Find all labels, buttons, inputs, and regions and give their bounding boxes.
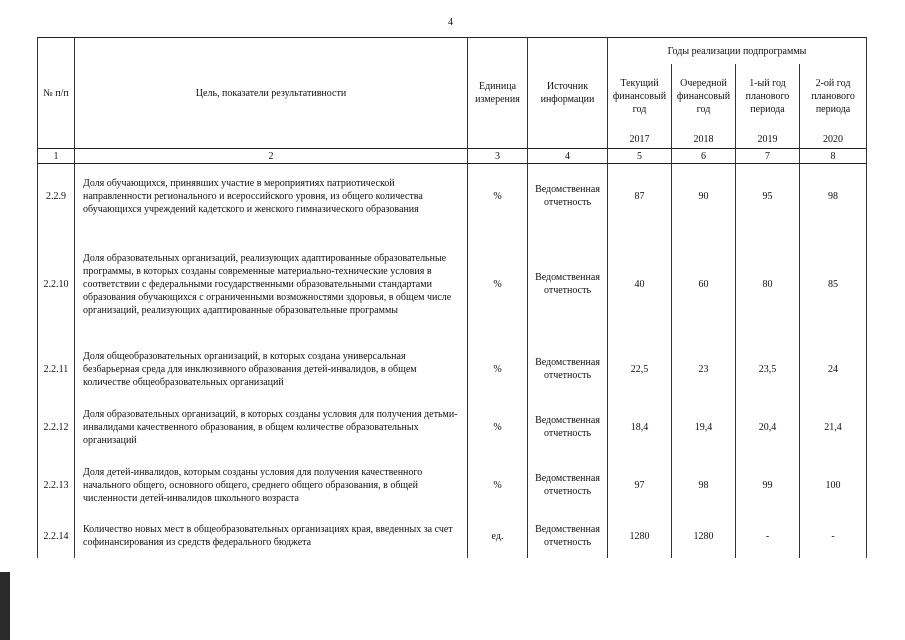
value-2017: 87 xyxy=(608,164,672,229)
column-number: 4 xyxy=(528,149,608,164)
value-2018: 98 xyxy=(672,456,736,514)
column-number: 3 xyxy=(468,149,528,164)
value-2019: 95 xyxy=(736,164,800,229)
unit-cell: % xyxy=(468,228,528,340)
value-2017: 40 xyxy=(608,228,672,340)
column-number-row xyxy=(38,149,867,164)
scan-edge-stripe xyxy=(0,572,10,640)
header-current-year: Текущий финансовый год xyxy=(608,64,672,128)
unit-cell: % xyxy=(468,456,528,514)
header-next-year: Очередной финансовый год xyxy=(672,64,736,128)
value-2020: - xyxy=(800,514,867,558)
table-row xyxy=(38,228,867,340)
row-number: 2.2.14 xyxy=(38,514,75,558)
value-2019: 99 xyxy=(736,456,800,514)
value-2018: 90 xyxy=(672,164,736,229)
indicators-table xyxy=(37,37,867,558)
value-2019: - xyxy=(736,514,800,558)
row-number: 2.2.10 xyxy=(38,228,75,340)
value-2020: 24 xyxy=(800,340,867,398)
indicator-text: Доля образовательных организаций, в которых созданы условия для получения детьми-инвалидами качественного образования, в общем количестве образовательных организаций xyxy=(75,398,468,456)
source-cell: Ведомственная отчетность xyxy=(528,164,608,229)
value-2020: 21,4 xyxy=(800,398,867,456)
value-2018: 60 xyxy=(672,228,736,340)
indicator-text: Доля обучающихся, принявших участие в мероприятиях патриотической направленности регионального и всероссийского уровня, из общего количества обучающихся учреждений кадетского и женского гимназического образования xyxy=(75,164,468,229)
table-row xyxy=(38,398,867,456)
header-plan-year-1: 1-ый год планового периода xyxy=(736,64,800,128)
header-plan-year-2: 2-ой год планового периода xyxy=(800,64,867,128)
table-row xyxy=(38,340,867,398)
header-unit: Единица измерения xyxy=(468,38,528,149)
header-goal: Цель, показатели результативности xyxy=(75,38,468,149)
value-2020: 85 xyxy=(800,228,867,340)
column-number: 5 xyxy=(608,149,672,164)
value-2020: 100 xyxy=(800,456,867,514)
unit-cell: % xyxy=(468,340,528,398)
value-2017: 97 xyxy=(608,456,672,514)
header-year-2019: 2019 xyxy=(736,128,800,149)
unit-cell: % xyxy=(468,398,528,456)
value-2018: 23 xyxy=(672,340,736,398)
source-cell: Ведомственная отчетность xyxy=(528,514,608,558)
page-number: 4 xyxy=(448,17,453,28)
row-number: 2.2.9 xyxy=(38,164,75,229)
column-number: 6 xyxy=(672,149,736,164)
value-2017: 1280 xyxy=(608,514,672,558)
indicator-text: Количество новых мест в общеобразовательных организациях края, введенных за счет софинансирования из средств федерального бюджета xyxy=(75,514,468,558)
header-year-2018: 2018 xyxy=(672,128,736,149)
column-number: 7 xyxy=(736,149,800,164)
indicator-text: Доля детей-инвалидов, которым созданы условия для получения качественного начального общего, основного общего, среднего общего образования, в общей численности детей-инвалидов школьного возраста xyxy=(75,456,468,514)
column-number: 2 xyxy=(75,149,468,164)
table-row xyxy=(38,514,867,558)
header-num: № п/п xyxy=(38,38,75,149)
header-year-2020: 2020 xyxy=(800,128,867,149)
unit-cell: ед. xyxy=(468,514,528,558)
value-2019: 80 xyxy=(736,228,800,340)
source-cell: Ведомственная отчетность xyxy=(528,456,608,514)
header-source: Источник информации xyxy=(528,38,608,149)
value-2020: 98 xyxy=(800,164,867,229)
header-row-top xyxy=(38,38,867,65)
value-2019: 20,4 xyxy=(736,398,800,456)
source-cell: Ведомственная отчетность xyxy=(528,340,608,398)
value-2019: 23,5 xyxy=(736,340,800,398)
value-2018: 1280 xyxy=(672,514,736,558)
table-row xyxy=(38,164,867,229)
table-row xyxy=(38,456,867,514)
indicator-text: Доля общеобразовательных организаций, в которых создана универсальная безбарьерная среда для инклюзивного образования детей-инвалидов, в общем количестве общеобразовательных организаций xyxy=(75,340,468,398)
column-number: 8 xyxy=(800,149,867,164)
column-number: 1 xyxy=(38,149,75,164)
value-2017: 18,4 xyxy=(608,398,672,456)
value-2017: 22,5 xyxy=(608,340,672,398)
header-year-2017: 2017 xyxy=(608,128,672,149)
row-number: 2.2.12 xyxy=(38,398,75,456)
row-number: 2.2.13 xyxy=(38,456,75,514)
value-2018: 19,4 xyxy=(672,398,736,456)
unit-cell: % xyxy=(468,164,528,229)
indicator-text: Доля образовательных организаций, реализующих адаптированные образовательные программы, в которых созданы современные материально-технические условия в соответствии с федеральными государственными образовательными стандартами образования обучающихся с ограниченными возможностями здоровья, в общем числе организаций, реализующих адаптированные образовательные программы xyxy=(75,228,468,340)
source-cell: Ведомственная отчетность xyxy=(528,398,608,456)
source-cell: Ведомственная отчетность xyxy=(528,228,608,340)
row-number: 2.2.11 xyxy=(38,340,75,398)
header-years-title: Годы реализации подпрограммы xyxy=(608,38,867,65)
